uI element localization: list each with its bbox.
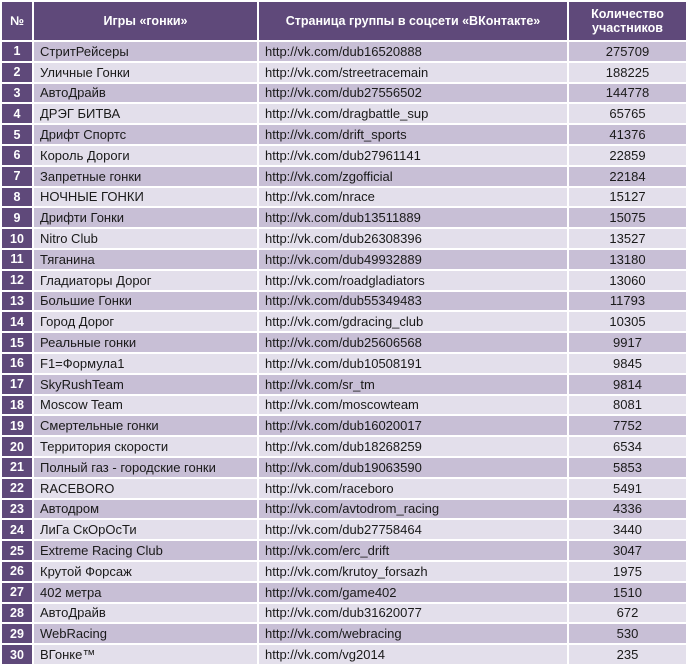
game-name: Дрифти Гонки xyxy=(34,208,257,227)
table-row xyxy=(2,250,686,269)
member-count: 8081 xyxy=(569,396,686,415)
game-name: АвтоДрайв xyxy=(34,84,257,103)
table-row xyxy=(2,583,686,602)
member-count: 13527 xyxy=(569,229,686,248)
row-number: 26 xyxy=(2,562,32,581)
row-number: 6 xyxy=(2,146,32,165)
row-number: 1 xyxy=(2,42,32,61)
group-url[interactable]: http://vk.com/dub19063590 xyxy=(259,458,567,477)
table-row xyxy=(2,354,686,373)
game-name: Уличные Гонки xyxy=(34,63,257,82)
game-name: Большие Гонки xyxy=(34,292,257,311)
header-game: Игры «гонки» xyxy=(34,2,257,40)
member-count: 6534 xyxy=(569,437,686,456)
row-number: 24 xyxy=(2,520,32,539)
member-count: 5491 xyxy=(569,479,686,498)
game-name: ДРЭГ БИТВА xyxy=(34,104,257,123)
game-name: ВГонке™ xyxy=(34,645,257,664)
game-name: НОЧНЫЕ ГОНКИ xyxy=(34,188,257,207)
table-row xyxy=(2,208,686,227)
game-name: RACEBORO xyxy=(34,479,257,498)
row-number: 21 xyxy=(2,458,32,477)
group-url[interactable]: http://vk.com/avtodrom_racing xyxy=(259,500,567,519)
table-row xyxy=(2,271,686,290)
group-url[interactable]: http://vk.com/erc_drift xyxy=(259,541,567,560)
game-name: Смертельные гонки xyxy=(34,416,257,435)
table-row xyxy=(2,562,686,581)
member-count: 9814 xyxy=(569,375,686,394)
group-url[interactable]: http://vk.com/dub27556502 xyxy=(259,84,567,103)
member-count: 65765 xyxy=(569,104,686,123)
row-number: 17 xyxy=(2,375,32,394)
table-row xyxy=(2,396,686,415)
member-count: 5853 xyxy=(569,458,686,477)
table-body xyxy=(2,42,686,664)
game-name: F1=Формула1 xyxy=(34,354,257,373)
game-name: Реальные гонки xyxy=(34,333,257,352)
game-name: ЛиГа СкОрОсТи xyxy=(34,520,257,539)
table-row xyxy=(2,604,686,623)
member-count: 144778 xyxy=(569,84,686,103)
member-count: 530 xyxy=(569,624,686,643)
table-row xyxy=(2,500,686,519)
group-url[interactable]: http://vk.com/nrace xyxy=(259,188,567,207)
row-number: 27 xyxy=(2,583,32,602)
game-name: Полный газ - городские гонки xyxy=(34,458,257,477)
game-name: WebRacing xyxy=(34,624,257,643)
group-url[interactable]: http://vk.com/dub25606568 xyxy=(259,333,567,352)
row-number: 20 xyxy=(2,437,32,456)
group-url[interactable]: http://vk.com/dub55349483 xyxy=(259,292,567,311)
group-url[interactable]: http://vk.com/drift_sports xyxy=(259,125,567,144)
member-count: 13180 xyxy=(569,250,686,269)
table-row xyxy=(2,146,686,165)
table-row xyxy=(2,645,686,664)
group-url[interactable]: http://vk.com/zgofficial xyxy=(259,167,567,186)
table-row xyxy=(2,375,686,394)
game-name: 402 метра xyxy=(34,583,257,602)
member-count: 188225 xyxy=(569,63,686,82)
group-url[interactable]: http://vk.com/dub27758464 xyxy=(259,520,567,539)
member-count: 1975 xyxy=(569,562,686,581)
group-url[interactable]: http://vk.com/dub26308396 xyxy=(259,229,567,248)
table-row xyxy=(2,167,686,186)
group-url[interactable]: http://vk.com/sr_tm xyxy=(259,375,567,394)
table-row xyxy=(2,541,686,560)
table-row xyxy=(2,292,686,311)
group-url[interactable]: http://vk.com/dub13511889 xyxy=(259,208,567,227)
game-name: Extreme Racing Club xyxy=(34,541,257,560)
table-row xyxy=(2,333,686,352)
group-url[interactable]: http://vk.com/moscowteam xyxy=(259,396,567,415)
row-number: 14 xyxy=(2,312,32,331)
row-number: 22 xyxy=(2,479,32,498)
game-name: SkyRushTeam xyxy=(34,375,257,394)
game-name: Запретные гонки xyxy=(34,167,257,186)
member-count: 11793 xyxy=(569,292,686,311)
group-url[interactable]: http://vk.com/roadgladiators xyxy=(259,271,567,290)
group-url[interactable]: http://vk.com/dub31620077 xyxy=(259,604,567,623)
group-url[interactable]: http://vk.com/webracing xyxy=(259,624,567,643)
group-url[interactable]: http://vk.com/krutoy_forsazh xyxy=(259,562,567,581)
game-name: Город Дорог xyxy=(34,312,257,331)
member-count: 9845 xyxy=(569,354,686,373)
row-number: 18 xyxy=(2,396,32,415)
game-name: Moscow Team xyxy=(34,396,257,415)
table-row xyxy=(2,104,686,123)
member-count: 22184 xyxy=(569,167,686,186)
game-name: Nitro Club xyxy=(34,229,257,248)
game-name: АвтоДрайв xyxy=(34,604,257,623)
table-header-row xyxy=(2,2,686,40)
member-count: 13060 xyxy=(569,271,686,290)
table-row xyxy=(2,312,686,331)
game-name: Автодром xyxy=(34,500,257,519)
member-count: 275709 xyxy=(569,42,686,61)
member-count: 4336 xyxy=(569,500,686,519)
row-number: 25 xyxy=(2,541,32,560)
table-row xyxy=(2,437,686,456)
table-row xyxy=(2,458,686,477)
row-number: 7 xyxy=(2,167,32,186)
game-name: Крутой Форсаж xyxy=(34,562,257,581)
member-count: 15075 xyxy=(569,208,686,227)
game-name: Гладиаторы Дорог xyxy=(34,271,257,290)
game-name: Тяганина xyxy=(34,250,257,269)
member-count: 3440 xyxy=(569,520,686,539)
group-url[interactable]: http://vk.com/dub16520888 xyxy=(259,42,567,61)
group-url[interactable]: http://vk.com/dub10508191 xyxy=(259,354,567,373)
table-row xyxy=(2,125,686,144)
row-number: 19 xyxy=(2,416,32,435)
table-row xyxy=(2,188,686,207)
member-count: 3047 xyxy=(569,541,686,560)
group-url[interactable]: http://vk.com/vg2014 xyxy=(259,645,567,664)
table-row xyxy=(2,84,686,103)
game-name: Территория скорости xyxy=(34,437,257,456)
group-url[interactable]: http://vk.com/dub16020017 xyxy=(259,416,567,435)
table-row xyxy=(2,229,686,248)
header-number: № xyxy=(2,2,32,40)
group-url[interactable]: http://vk.com/streetracemain xyxy=(259,63,567,82)
row-number: 28 xyxy=(2,604,32,623)
row-number: 15 xyxy=(2,333,32,352)
table-row xyxy=(2,479,686,498)
row-number: 10 xyxy=(2,229,32,248)
header-count: Количество участников xyxy=(569,2,686,40)
group-url[interactable]: http://vk.com/dub27961141 xyxy=(259,146,567,165)
group-url[interactable]: http://vk.com/raceboro xyxy=(259,479,567,498)
row-number: 3 xyxy=(2,84,32,103)
member-count: 1510 xyxy=(569,583,686,602)
table-row xyxy=(2,416,686,435)
member-count: 9917 xyxy=(569,333,686,352)
game-name: Король Дороги xyxy=(34,146,257,165)
row-number: 2 xyxy=(2,63,32,82)
game-name: Дрифт Спортс xyxy=(34,125,257,144)
member-count: 41376 xyxy=(569,125,686,144)
group-url[interactable]: http://vk.com/dub18268259 xyxy=(259,437,567,456)
member-count: 7752 xyxy=(569,416,686,435)
row-number: 30 xyxy=(2,645,32,664)
row-number: 4 xyxy=(2,104,32,123)
member-count: 22859 xyxy=(569,146,686,165)
header-page: Страница группы в соцсети «ВКонтакте» xyxy=(259,2,567,40)
group-url[interactable]: http://vk.com/dub49932889 xyxy=(259,250,567,269)
row-number: 16 xyxy=(2,354,32,373)
row-number: 11 xyxy=(2,250,32,269)
row-number: 29 xyxy=(2,624,32,643)
group-url[interactable]: http://vk.com/gdracing_club xyxy=(259,312,567,331)
table-row xyxy=(2,42,686,61)
row-number: 23 xyxy=(2,500,32,519)
row-number: 9 xyxy=(2,208,32,227)
row-number: 13 xyxy=(2,292,32,311)
member-count: 15127 xyxy=(569,188,686,207)
table-row xyxy=(2,520,686,539)
table-row xyxy=(2,63,686,82)
game-name: СтритРейсеры xyxy=(34,42,257,61)
member-count: 672 xyxy=(569,604,686,623)
table-row xyxy=(2,624,686,643)
member-count: 235 xyxy=(569,645,686,664)
row-number: 8 xyxy=(2,188,32,207)
row-number: 12 xyxy=(2,271,32,290)
row-number: 5 xyxy=(2,125,32,144)
group-url[interactable]: http://vk.com/game402 xyxy=(259,583,567,602)
member-count: 10305 xyxy=(569,312,686,331)
group-url[interactable]: http://vk.com/dragbattle_sup xyxy=(259,104,567,123)
